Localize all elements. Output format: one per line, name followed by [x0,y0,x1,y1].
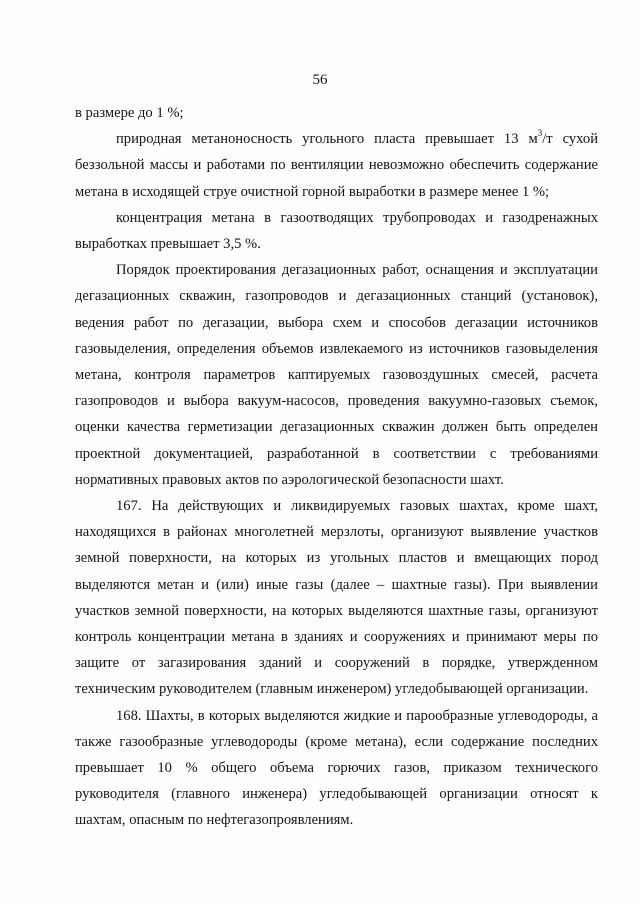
paragraph-text-part: природная метаноносность угольного пласта превышает 13 м [116,131,538,148]
paragraph-167: 167. На действующих и ликвидируемых газовых шахтах, кроме шахт, находящихся в районах многолетней мерзлоты, организуют выявление участков земной поверхности, на которых из угольных пластов и вмещающих пород выделяются метан и (или) иные газы (далее – шахтные газы). При выявлении участков земной поверхности, на которых выделяются шахтные газы, организуют контроль концентрации метана в зданиях и сооружениях и принимают меры по защите от загазирования зданий и сооружений в порядке, утвержденном техническим руководителем (главным инженером) угледобывающей организации. [75,498,598,698]
page-number: 56 [312,72,328,88]
paragraph-continuation: в размере до 1 %; [75,105,184,121]
paragraph-methane-concentration: концентрация метана в газоотводящих трубопроводах и газодренажных выработках превышает 3,5 %. [75,209,598,253]
paragraph-methane-content [75,126,598,205]
paragraph-text-part: /т сухой беззольной массы и работами по вентиляции невозможно обеспечить содержание метана в исходящей струе очистной горной выработки в размере менее 1 %; [75,131,599,200]
superscript: 3 [537,128,543,139]
paragraph-168: 168. Шахты, в которых выделяются жидкие и парообразные углеводороды, а также газообразные углеводороды (кроме метана), если содержание последних превышает 10 % общего объема горючих газов, приказом технического руководителя (главного инженера) угледобывающей организации относят к шахтам, опасным по нефтегазопроявлениям. [75,707,598,829]
body-text [75,100,598,834]
paragraph-degassing-procedure: Порядок проектирования дегазационных работ, оснащения и эксплуатации дегазационных скважин, газопроводов и дегазационных станций (установок), ведения работ по дегазации, выбора схем и способов дегазации источников газовыделения, определения объемов извлекаемого из источников газовыделения метана, контроля параметров каптируемых газовоздушных смесей, расчета газопроводов и выбора вакуум-насосов, проведения вакуумно-газовых съемок, оценки качества герметизации дегазационных скважин должен быть определен проектной документацией, разработанной в соответствии с требованиями нормативных правовых актов по аэрологической безопасности шахт. [75,262,598,488]
